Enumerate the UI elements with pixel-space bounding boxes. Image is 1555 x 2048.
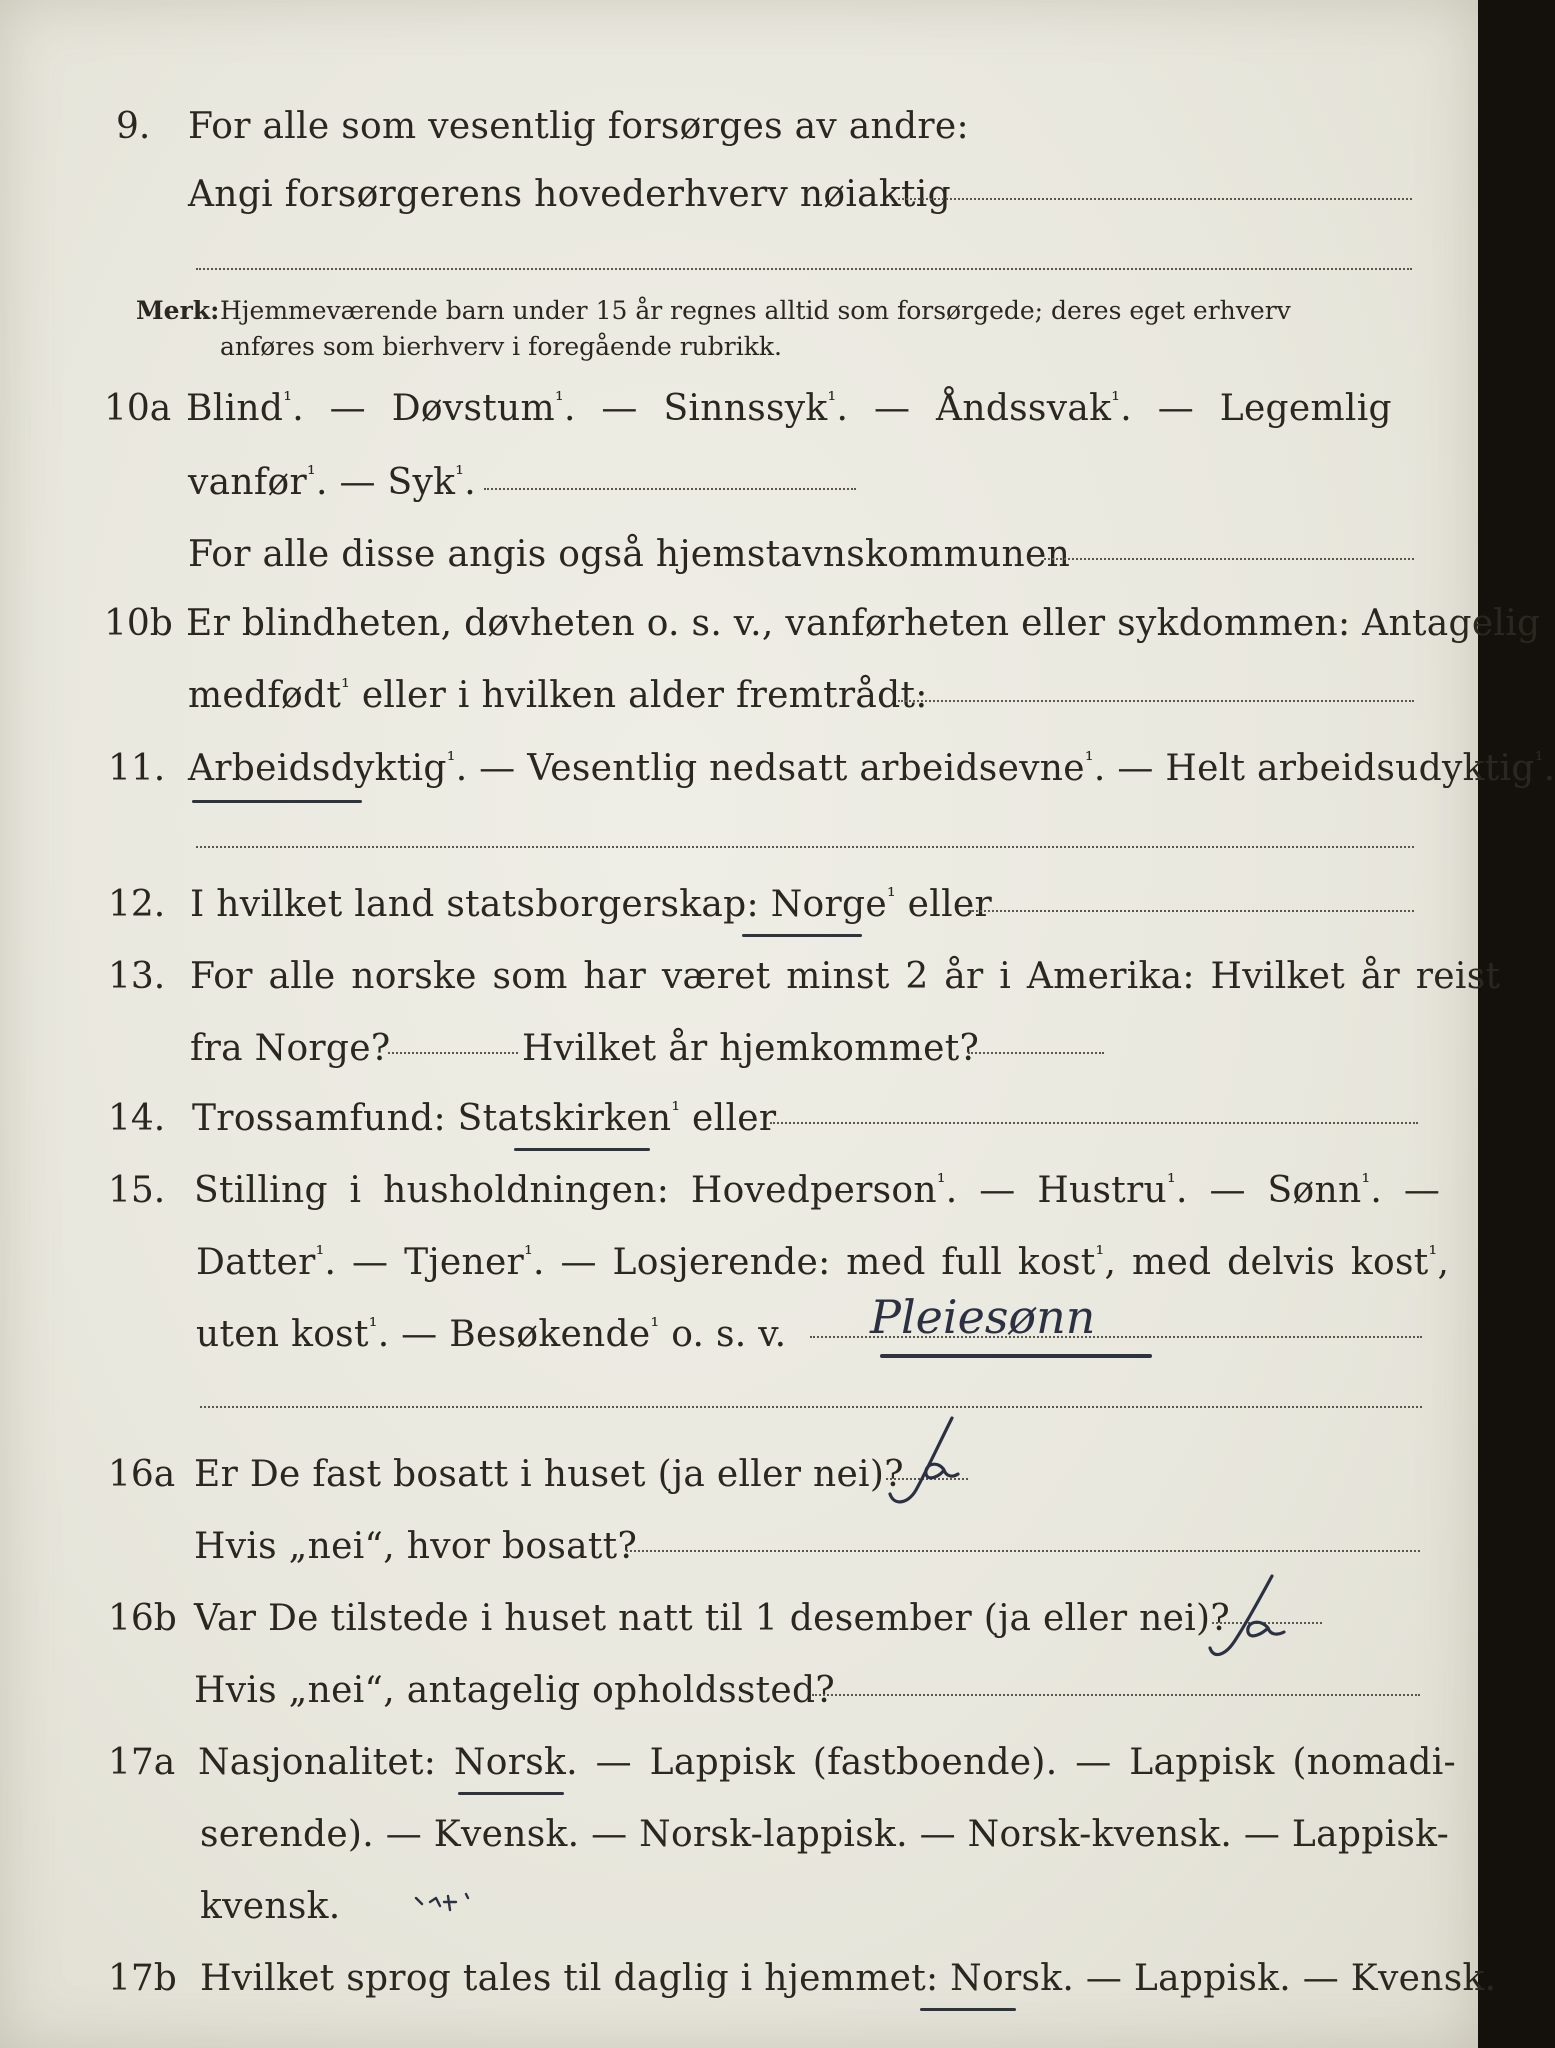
q17a-selected-underline (458, 1792, 564, 1795)
q9-provider-occupation-label: Angi forsørgerens hovederhverv nøiaktig (188, 174, 951, 215)
q16a-line2: Hvis „nei“, hvor bosatt? (194, 1526, 638, 1567)
q16a-residence-answer-line[interactable] (626, 1550, 1420, 1552)
q10a-municipality-answer-line[interactable] (1044, 558, 1414, 560)
q11-answer-line[interactable] (196, 846, 1414, 848)
q14-number: 14. (108, 1098, 166, 1139)
q9-answer-line[interactable] (898, 198, 1412, 200)
q13-number: 13. (108, 956, 166, 997)
q14-selected-underline (514, 1148, 650, 1151)
q17a-ink-mark (410, 1882, 490, 1922)
q14-line1: Trossamfund: Statskirken$^{^1}$ eller (192, 1098, 777, 1139)
q17b-selected-underline (920, 2008, 1016, 2011)
q15-number: 15. (108, 1170, 166, 1211)
q9-answer-line-2[interactable] (196, 268, 1412, 270)
q12-line1: I hvilket land statsborgerskap: Norge$^{^1}$ eller (190, 884, 992, 925)
q10b-answer-line[interactable] (898, 700, 1414, 702)
merk-note-line1: Hjemmeværende barn under 15 år regnes alltid som forsørgede; deres eget erhverv (220, 296, 1291, 325)
q17a-line1: Nasjonalitet: Norsk. — Lappisk (fastboende). — Lappisk (nomadi- (198, 1742, 1457, 1783)
q16a-number: 16a (108, 1454, 176, 1495)
q16b-line1: Var De tilstede i huset natt til 1 desember (ja eller nei)? (194, 1598, 1230, 1639)
q12-number: 12. (108, 884, 166, 925)
q10a-home-municipality-label: For alle disse angis også hjemstavnskommunen (188, 534, 1071, 575)
q10a-line2: vanfør$^{^1}$. — Syk$^{^1}$. (188, 462, 476, 503)
merk-label: Merk: (136, 296, 220, 325)
merk-note-line2: anføres som bierhverv i foregående rubrikk. (220, 332, 782, 361)
q16a-handwritten-answer (880, 1412, 1000, 1522)
q16b-location-answer-line[interactable] (812, 1694, 1420, 1696)
q16a-line1: Er De fast bosatt i huset (ja eller nei)? (194, 1454, 904, 1495)
q10a-number: 10a (104, 388, 172, 429)
q17b-number: 17b (108, 1958, 177, 1999)
q10b-line1: Er blindheten, døvheten o. s. v., vanførheten eller sykdommen: Antagelig (186, 603, 1541, 644)
q13-returned-year-line[interactable] (968, 1052, 1104, 1054)
q11-number: 11. (108, 748, 166, 789)
q15-answer-underline (880, 1354, 1152, 1358)
q17a-line3: kvensk. (200, 1886, 341, 1927)
q13-left-year-line[interactable] (388, 1052, 518, 1054)
q11-line1: Arbeidsdyktig$^{^1}$. — Vesentlig nedsatt arbeidsevne$^{^1}$. — Helt arbeidsudyktig$^{^1}$. (188, 748, 1555, 789)
q17a-line2: serende). — Kvensk. — Norsk-lappisk. — Norsk-kvensk. — Lappisk- (200, 1814, 1450, 1855)
q15-line1: Stilling i husholdningen: Hovedperson$^{^1}$. — Hustru$^{^1}$. — Sønn$^{^1}$. — (194, 1170, 1441, 1211)
q14-answer-line[interactable] (770, 1122, 1418, 1124)
q13-returned-label: Hvilket år hjemkommet? (522, 1028, 980, 1069)
q15-answer-line-2[interactable] (200, 1406, 1422, 1408)
q9-number: 9. (116, 106, 151, 147)
q15-line3: uten kost$^{^1}$. — Besøkende$^{^1}$ o. s. v. (196, 1314, 787, 1355)
q17a-number: 17a (108, 1742, 176, 1783)
q15-line2: Datter$^{^1}$. — Tjener$^{^1}$. — Losjerende: med full kost$^{^1}$, med delvis kost$^{^1}$, (196, 1242, 1450, 1283)
q16b-number: 16b (108, 1598, 177, 1639)
q10b-number: 10b (104, 603, 173, 644)
q10b-line2: medfødt$^{^1}$ eller i hvilken alder fremtrådt: (188, 675, 928, 716)
q10a-line1: Blind$^{^1}$. — Døvstum$^{^1}$. — Sinnssyk$^{^1}$. — Åndssvak$^{^1}$. — Legemlig (186, 388, 1392, 429)
q12-answer-line[interactable] (968, 910, 1414, 912)
q17b-line1: Hvilket sprog tales til daglig i hjemmet: Norsk. — Lappisk. — Kvensk. (200, 1958, 1497, 1999)
q10a-answer-line[interactable] (484, 488, 856, 490)
q11-selected-underline (192, 800, 362, 803)
q16b-line2: Hvis „nei“, antagelig opholdssted? (194, 1670, 835, 1711)
q13-line1: For alle norske som har været minst 2 år i Amerika: Hvilket år reist (190, 956, 1501, 997)
q13-left-norway-label: fra Norge? (190, 1028, 391, 1069)
q9-question: For alle som vesentlig forsørges av andre: (188, 106, 969, 147)
q15-handwritten-answer: Pleiesønn (870, 1290, 1096, 1344)
q16b-handwritten-answer (1188, 1572, 1318, 1672)
q12-selected-underline (742, 934, 862, 937)
